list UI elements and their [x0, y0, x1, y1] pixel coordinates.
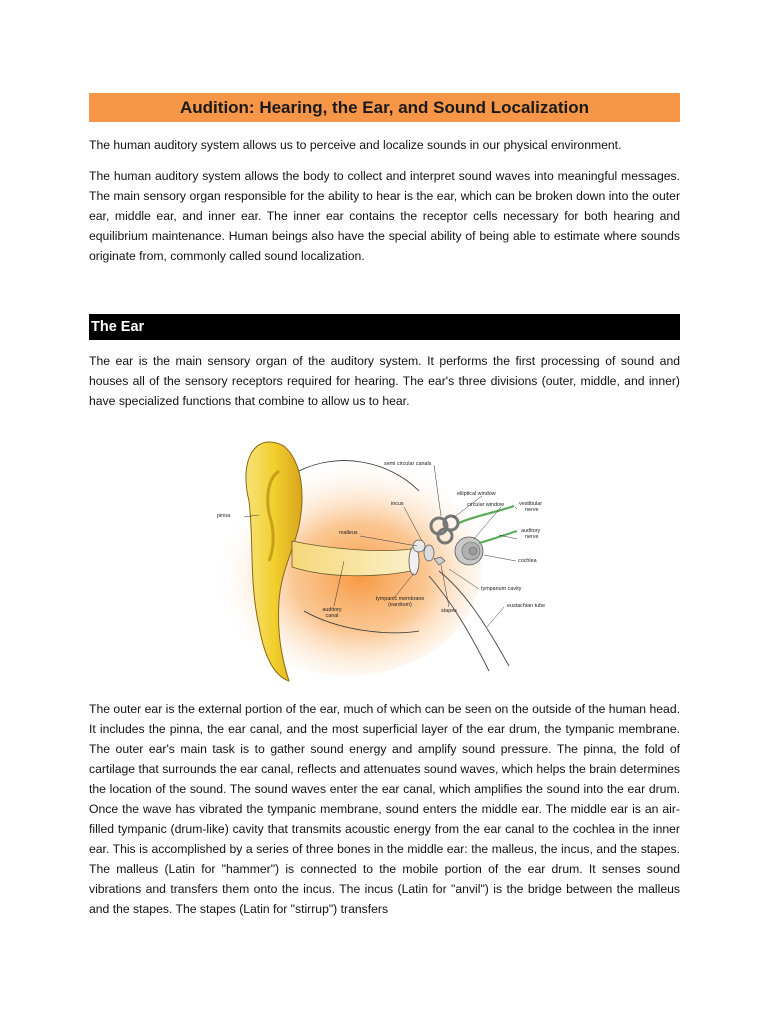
label-vestibular-nerve-line2: nerve — [525, 507, 539, 513]
auditory-nerve — [479, 531, 517, 543]
label-auditory-nerve-line1: auditory — [521, 528, 541, 534]
label-auditory-nerve-line2: nerve — [525, 534, 539, 540]
label-elliptical-window: elliptical window — [457, 491, 496, 497]
malleus-bone — [413, 540, 425, 552]
label-vestibular-nerve-line1: vestibular — [519, 501, 543, 507]
label-semi-circular-canals: semi circular canals — [384, 461, 432, 467]
document-title: Audition: Hearing, the Ear, and Sound Localization — [89, 93, 680, 122]
label-auditory-canal-line2: canal — [325, 613, 339, 619]
document-page — [89, 93, 680, 919]
label-tympanic-membrane-line1: tympanic membrane — [375, 596, 425, 602]
label-incus: incus — [391, 501, 404, 507]
label-cochlea: cochlea — [518, 558, 537, 564]
overview-paragraph: The human auditory system allows the body to collect and interpret sound waves into meaningful messages. The main sensory organ responsible for the ability to hear is the ear, which can be broken down into the outer ear, middle ear, and inner ear. The inner ear contains the receptor cells necessary for both hearing and equilibrium maintenance. Human beings also have the special ability of being able to estimate where sounds originate from, commonly called sound localization. — [89, 169, 680, 263]
label-tympanum-cavity: tympanum cavity — [481, 586, 522, 592]
label-stapes: stapes — [441, 608, 457, 614]
ear-illustration — [89, 431, 680, 691]
intro-paragraph: The human auditory system allows us to perceive and localize sounds in our physical environment. — [89, 138, 622, 152]
incus-bone — [424, 545, 434, 561]
ear-anatomy-diagram — [89, 431, 680, 691]
vestibular-nerve — [459, 506, 514, 523]
label-auditory-canal-line1: auditory — [322, 607, 342, 613]
outer-ear-paragraph: The outer ear is the external portion of the ear, much of which can be seen on the outside of the human head. It includes the pinna, the ear canal, and the most superficial layer of the ear drum, the tympanic membrane. The outer ear's main task is to gather sound energy and amplify sound pressure. The pinna, the fold of cartilage that surrounds the ear canal, reflects and attenuates sound waves, which helps the brain determines the location of the sound. The sound waves enter the ear canal, which amplifies the sound into the ear drum. Once the wave has vibrated the tympanic membrane, sound enters the middle ear. The middle ear is an air-filled tympanic (drum-like) cavity that transmits acoustic energy from the ear canal to the cochlea in the inner ear. This is accomplished by a series of three bones in the middle ear: the malleus, the incus, and the stapes. The malleus (Latin for "hammer") is connected to the mobile portion of the ear drum. It senses sound vibrations and transfers them onto the incus. The incus (Latin for "anvil") is the bridge between the malleus and the stapes. The stapes (Latin for "stirrup") transfers — [89, 702, 680, 916]
label-eustachian-tube: eustachian tube — [507, 603, 546, 609]
cochlea-shape — [455, 537, 483, 565]
label-malleus: malleus — [339, 530, 358, 536]
ear-paragraph: The ear is the main sensory organ of the auditory system. It performs the first processing of sound and houses all of the sensory receptors required for hearing. The ear's three divisions (outer, middle, and inner) have specialized functions that combine to allow us to hear. — [89, 354, 680, 408]
label-tympanic-membrane-line2: (eardrum) — [388, 602, 412, 608]
label-circular-window: circular window — [467, 502, 504, 508]
label-pinna: pinna — [217, 513, 231, 519]
section-heading-the-ear: The Ear — [89, 314, 680, 340]
